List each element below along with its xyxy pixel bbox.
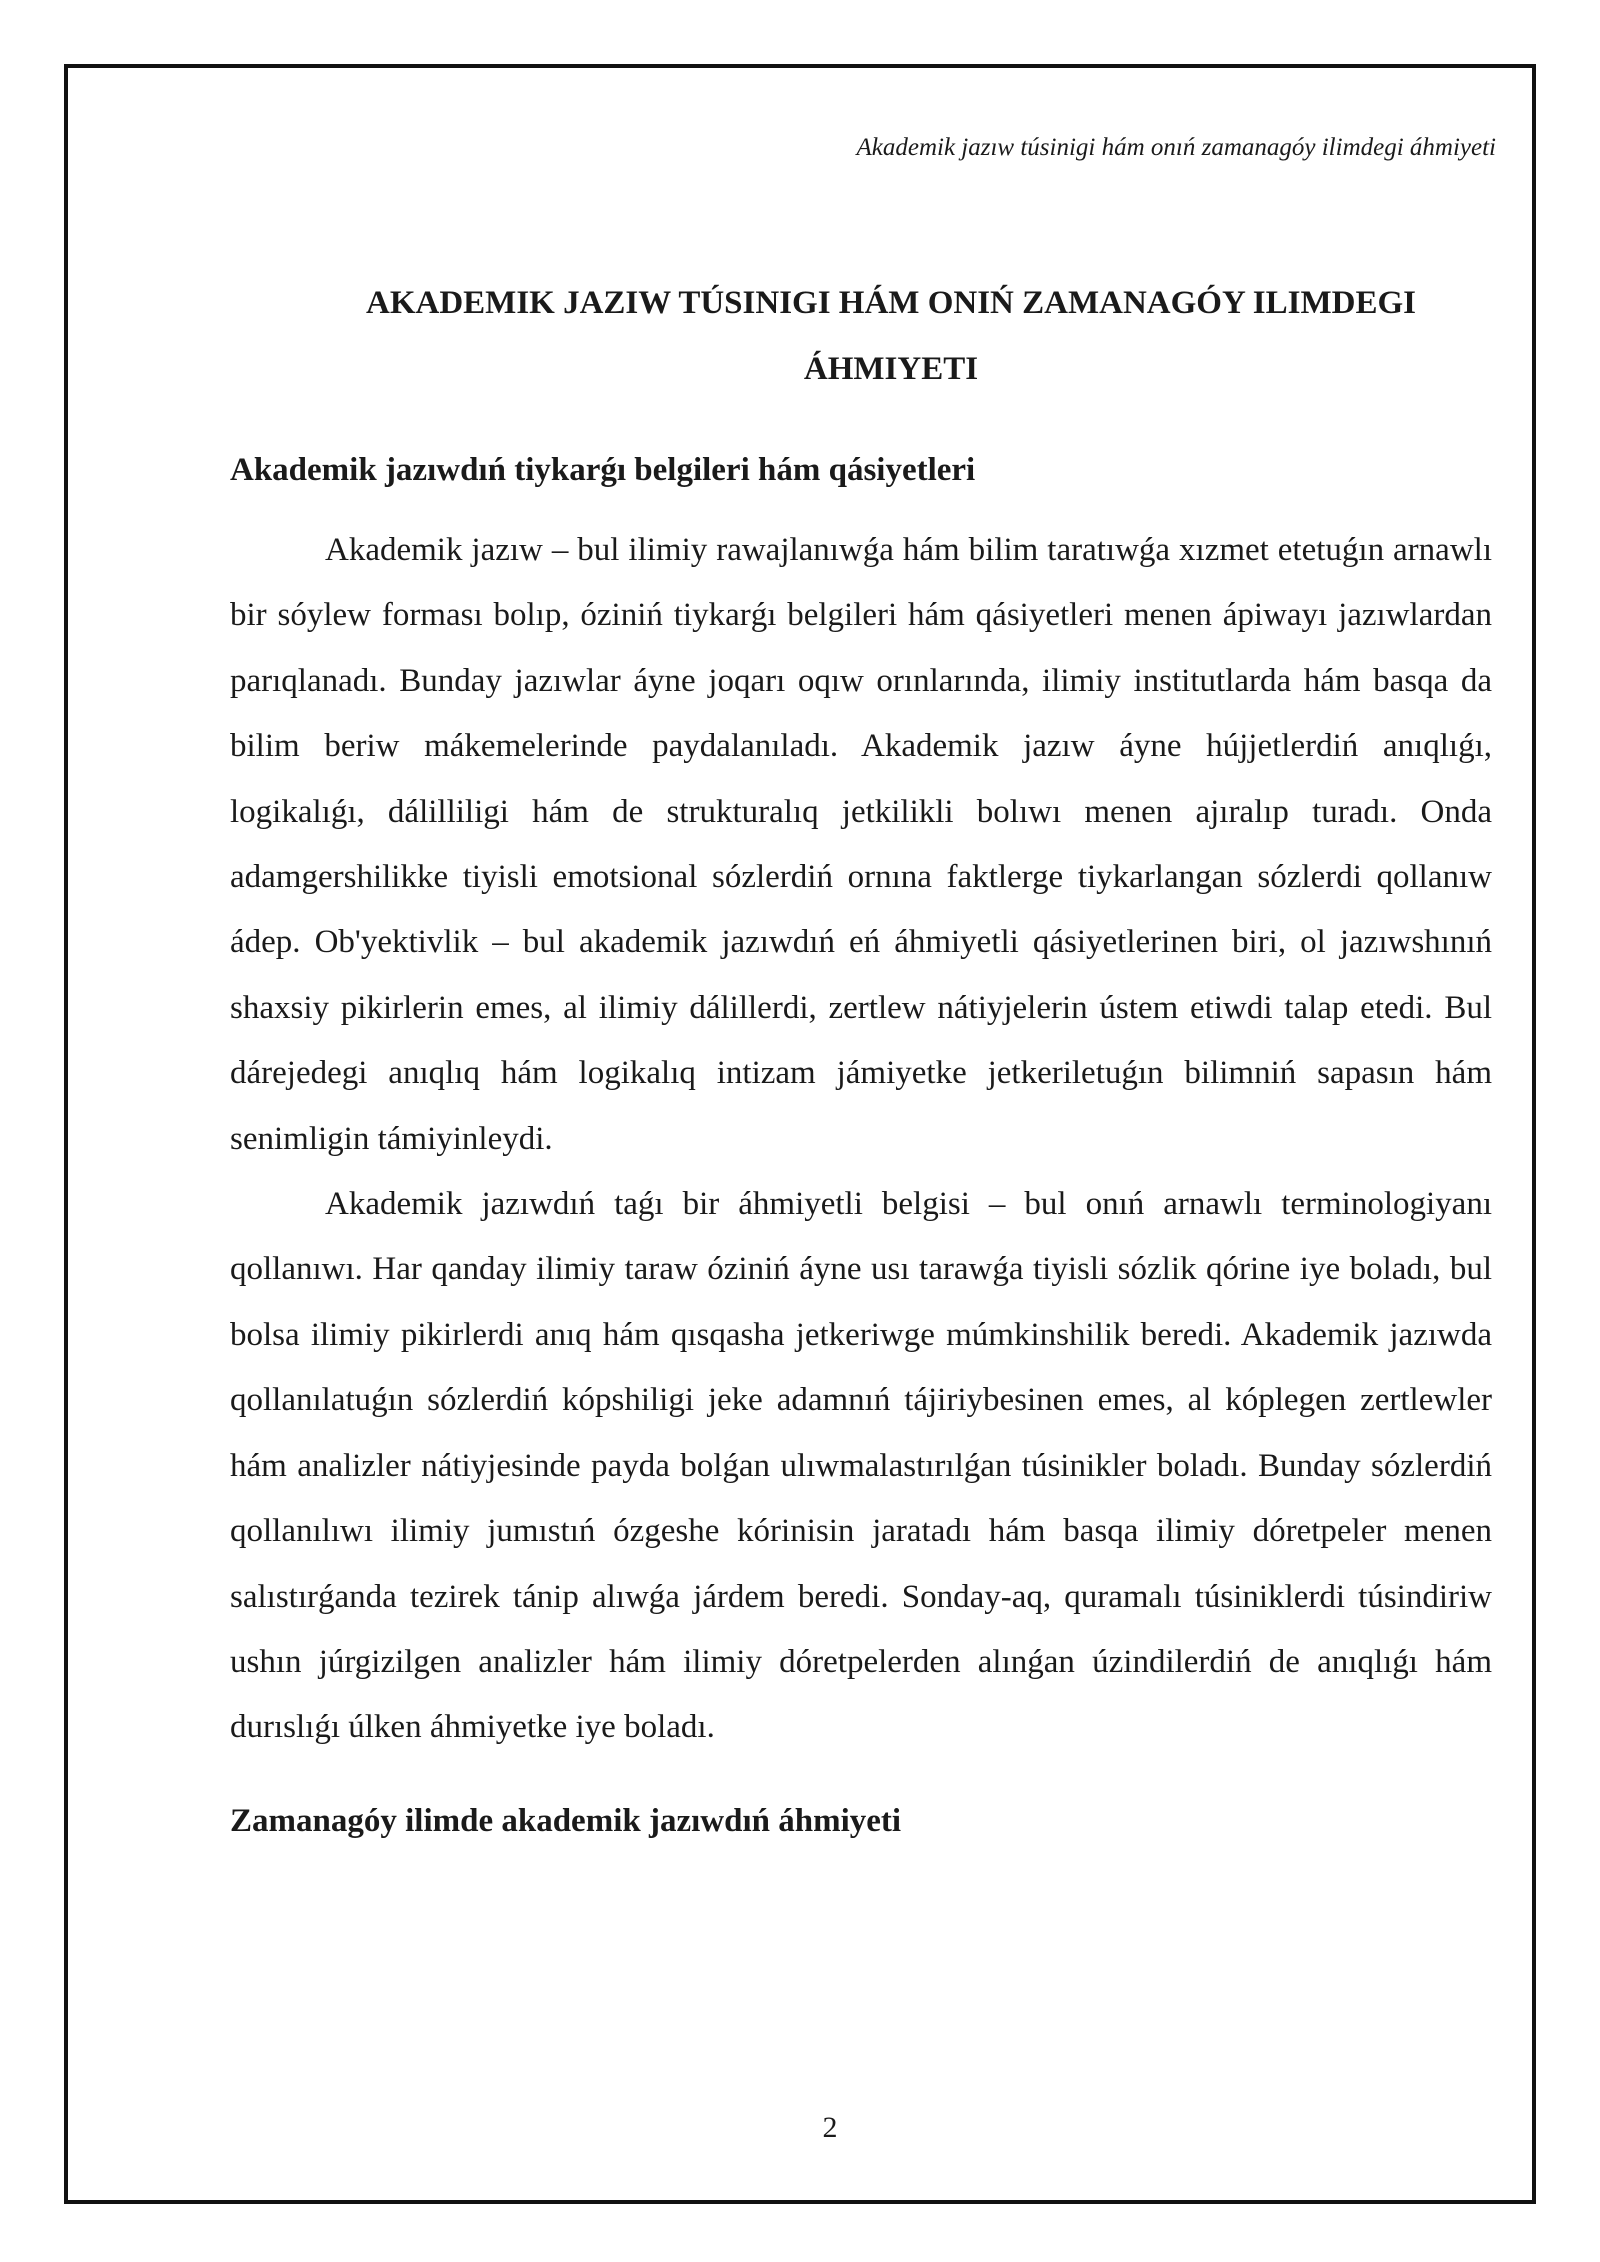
- document-title-line-1: AKADEMIK JAZIW TÚSINIGI HÁM ONIŃ ZAMANAGÓY ILIMDEGI: [366, 285, 1416, 321]
- document-title: [230, 270, 1492, 402]
- page-number: 2: [822, 2111, 838, 2144]
- page-content: [230, 270, 1492, 1843]
- paragraph-1: Akademik jazıw – bul ilimiy rawajlanıwǵa hám bilim taratıwǵa xızmet etetuǵın arnawlı bir sóylew forması bolıp, óziniń tiykarǵı belgileri hám qásiyetleri menen ápiwayı jazıwlardan parıqlanadı. Bunday jazıwlar áyne joqarı oqıw orınlarında, ilimiy institutlarda hám basqa da bilim beriw mákemelerinde paydalanıladı. Akademik jazıw áyne hújjetlerdiń anıqlıǵı, logikalıǵı, dálilliligi hám de strukturalıq jetkilikli bolıwı menen ajıralıp turadı. Onda adamgershilikke tiyisli emotsional sózlerdiń ornına faktlerge tiykarlangan sózlerdi qollanıw ádep. Ob'yektivlik – bul akademik jazıwdıń eń áhmiyetli qásiyetlerinen biri, ol jazıwshınıń shaxsiy pikirlerin emes, al ilimiy dálillerdi, zertlew nátiyjelerin ústem etiwdi talap etedi. Bul dárejedegi anıqlıq hám logikalıq intizam jámiyetke jetkeriletuǵın bilimniń sapasın hám senimligin támiyinleydi.: [230, 532, 1492, 1157]
- paragraph-2: Akademik jazıwdıń taǵı bir áhmiyetli belgisi – bul onıń arnawlı terminologiyanı qollanıwı. Har qanday ilimiy taraw óziniń áyne usı tarawǵa tiyisli sózlik qórine iye boladı, bul bolsa ilimiy pikirlerdi anıq hám qısqasha jetkeriwge múmkinshilik beredi. Akademik jazıwda qollanılatuǵın sózlerdiń kópshiligi jeke adamnıń tájiriybesinen emes, al kóplegen zertlewler hám analizler nátiyjesinde payda bolǵan ulıwmalastırılǵan túsinikler boladı. Bunday sózlerdiń qollanılıwı ilimiy jumıstıń ózgeshe kórinisin jaratadı hám basqa ilimiy dóretpeler menen salıstırǵanda tezirek tánip alıwǵa járdem beredi. Sonday-aq, quramalı túsiniklerdi túsindiriw ushın júrgizilgen analizler hám ilimiy dóretpelerden alınǵan úzindilerdiń de anıqlıǵı hám durıslıǵı úlken áhmiyetke iye boladı.: [230, 1186, 1492, 1746]
- running-header: Akademik jazıw túsinigi hám onıń zamanagóy ilimdegi áhmiyeti: [856, 134, 1496, 161]
- section-heading-1: Akademik jazıwdıń tiykarǵı belgileri hám qásiyetleri: [230, 452, 976, 488]
- document-title-line-2: ÁHMIYETI: [803, 351, 979, 387]
- section-heading-2: Zamanagóy ilimde akademik jazıwdıń áhmiyeti: [230, 1802, 902, 1839]
